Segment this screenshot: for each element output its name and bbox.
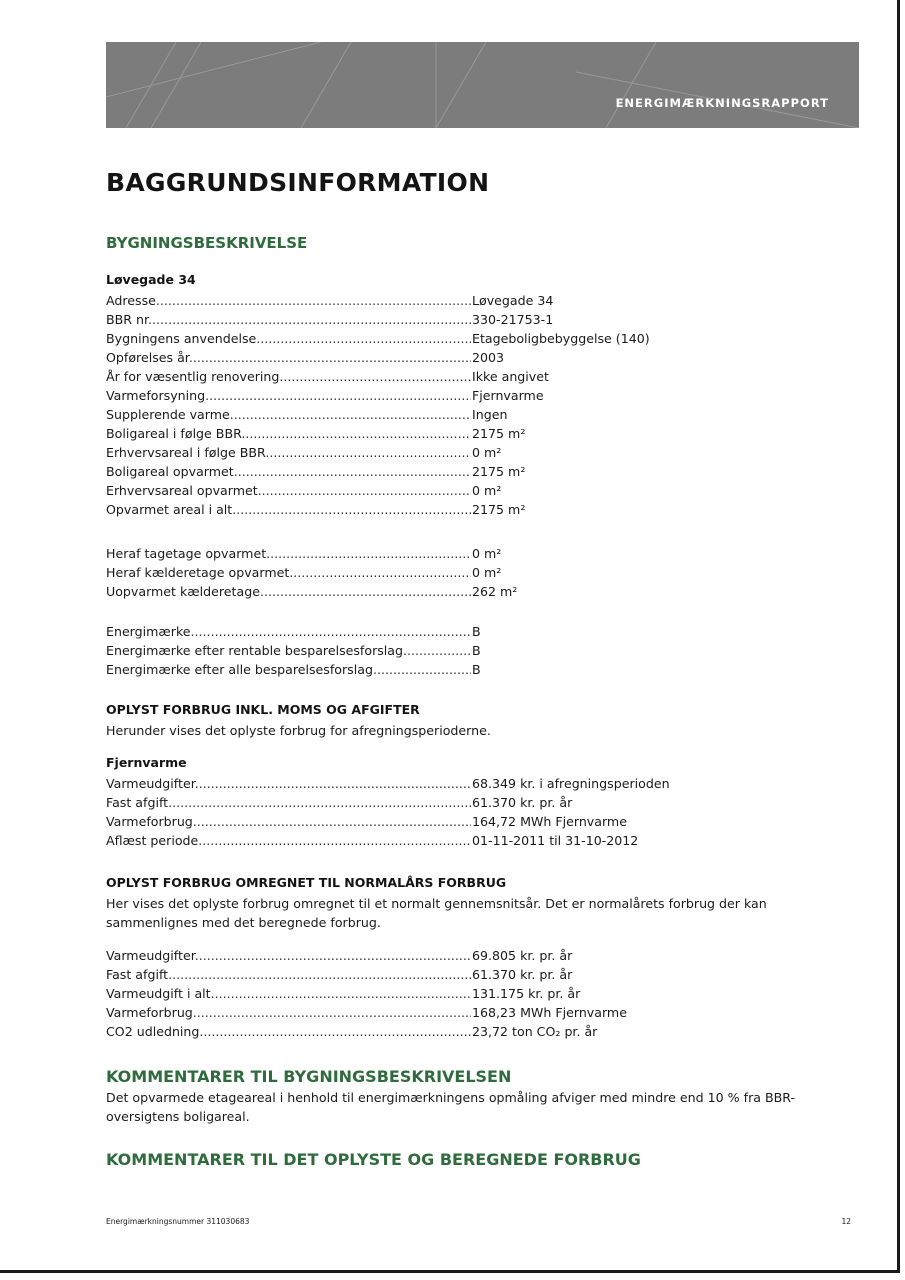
building-comments-heading: KOMMENTARER TIL BYGNINGSBESKRIVELSEN <box>106 1067 512 1086</box>
info-row-supplementary-heat: Supplerende varme ..... Ingen <box>106 405 826 424</box>
consumption-row-reading-period: Aflæst periode ..... 01-11-2011 til 31-10-2012 <box>106 831 826 850</box>
consumption-heading: OPLYST FORBRUG INKL. MOMS OG AFGIFTER <box>106 702 420 717</box>
info-row-construction-year: Opførelses år ..... 2003 <box>106 348 826 367</box>
consumption-row-heat-usage: Varmeforbrug ..... 164,72 MWh Fjernvarme <box>106 812 826 831</box>
normal-row-fixed-fee: Fast afgift ..... 61.370 kr. pr. år <box>106 965 826 984</box>
normal-year-intro: Her vises det oplyste forbrug omregnet til et normalt gennemsnitsår. Det er normalårets forbrug der kan sammenlignes med det beregnede forbrug. <box>106 896 767 930</box>
info-row-usage: Bygningens anvendelse ..... Etageboligbebyggelse (140) <box>106 329 826 348</box>
banner-decoration <box>106 42 859 128</box>
report-type-title: ENERGIMÆRKNINGSRAPPORT <box>615 96 829 110</box>
building-name: Løvegade 34 <box>106 272 196 287</box>
header-banner <box>106 42 859 128</box>
info-row-address: Adresse ..... Løvegade 34 <box>106 291 826 310</box>
page-title: BAGGRUNDSINFORMATION <box>106 168 490 197</box>
info-row-residential-area-bbr: Boligareal i følge BBR ..... 2175 m² <box>106 424 826 443</box>
normal-row-heating-cost: Varmeudgifter ..... 69.805 kr. pr. år <box>106 946 826 965</box>
building-description-heading: BYGNINGSBESKRIVELSE <box>106 234 308 252</box>
building-info-list <box>106 291 826 519</box>
info-row-energy-label: Energimærke ..... B <box>106 622 826 641</box>
info-row-renovation-year: År for væsentlig renovering ..... Ikke angivet <box>106 367 826 386</box>
building-comments-text: Det opvarmede etageareal i henhold til energimærkningens opmåling afviger med mindre end 10 % fra BBR-oversigtens boligareal. <box>106 1090 796 1124</box>
consumption-list <box>106 774 826 850</box>
normal-row-total-heating-cost: Varmeudgift i alt ..... 131.175 kr. pr. år <box>106 984 826 1003</box>
info-row-residential-area-heated: Boligareal opvarmet ..... 2175 m² <box>106 462 826 481</box>
page-number: 12 <box>841 1217 851 1226</box>
info-row-bbr-number: BBR nr ..... 330-21753-1 <box>106 310 826 329</box>
energy-label-list <box>106 622 826 679</box>
normal-row-co2-emission: CO2 udledning ..... 23,72 ton CO₂ pr. år <box>106 1022 826 1041</box>
info-row-basement-unheated: Uopvarmet kælderetage ..... 262 m² <box>106 582 826 601</box>
floor-area-list <box>106 544 826 601</box>
consumption-intro: Herunder vises det oplyste forbrug for afregningsperioderne. <box>106 723 491 738</box>
info-row-basement-heated: Heraf kælderetage opvarmet ..... 0 m² <box>106 563 826 582</box>
info-row-attic-heated: Heraf tagetage opvarmet ..... 0 m² <box>106 544 826 563</box>
consumption-comments-heading: KOMMENTARER TIL DET OPLYSTE OG BEREGNEDE FORBRUG <box>106 1150 641 1169</box>
consumption-row-fixed-fee: Fast afgift ..... 61.370 kr. pr. år <box>106 793 826 812</box>
normal-row-heat-usage: Varmeforbrug ..... 168,23 MWh Fjernvarme <box>106 1003 826 1022</box>
district-heating-heading: Fjernvarme <box>106 755 187 770</box>
normal-year-list <box>106 946 826 1041</box>
energy-label-number: Energimærkningsnummer 311030683 <box>106 1217 250 1226</box>
info-row-commercial-area-bbr: Erhvervsareal i følge BBR ..... 0 m² <box>106 443 826 462</box>
normal-year-heading: OPLYST FORBRUG OMREGNET TIL NORMALÅRS FORBRUG <box>106 875 507 890</box>
info-row-heat-supply: Varmeforsyning ..... Fjernvarme <box>106 386 826 405</box>
info-row-energy-label-rentable: Energimærke efter rentable besparelsesforslag ..... B <box>106 641 826 660</box>
consumption-row-heating-cost: Varmeudgifter ..... 68.349 kr. i afregningsperioden <box>106 774 826 793</box>
info-row-energy-label-all: Energimærke efter alle besparelsesforslag ..... B <box>106 660 826 679</box>
info-row-total-heated-area: Opvarmet areal i alt ..... 2175 m² <box>106 500 826 519</box>
info-row-commercial-area-heated: Erhvervsareal opvarmet ..... 0 m² <box>106 481 826 500</box>
